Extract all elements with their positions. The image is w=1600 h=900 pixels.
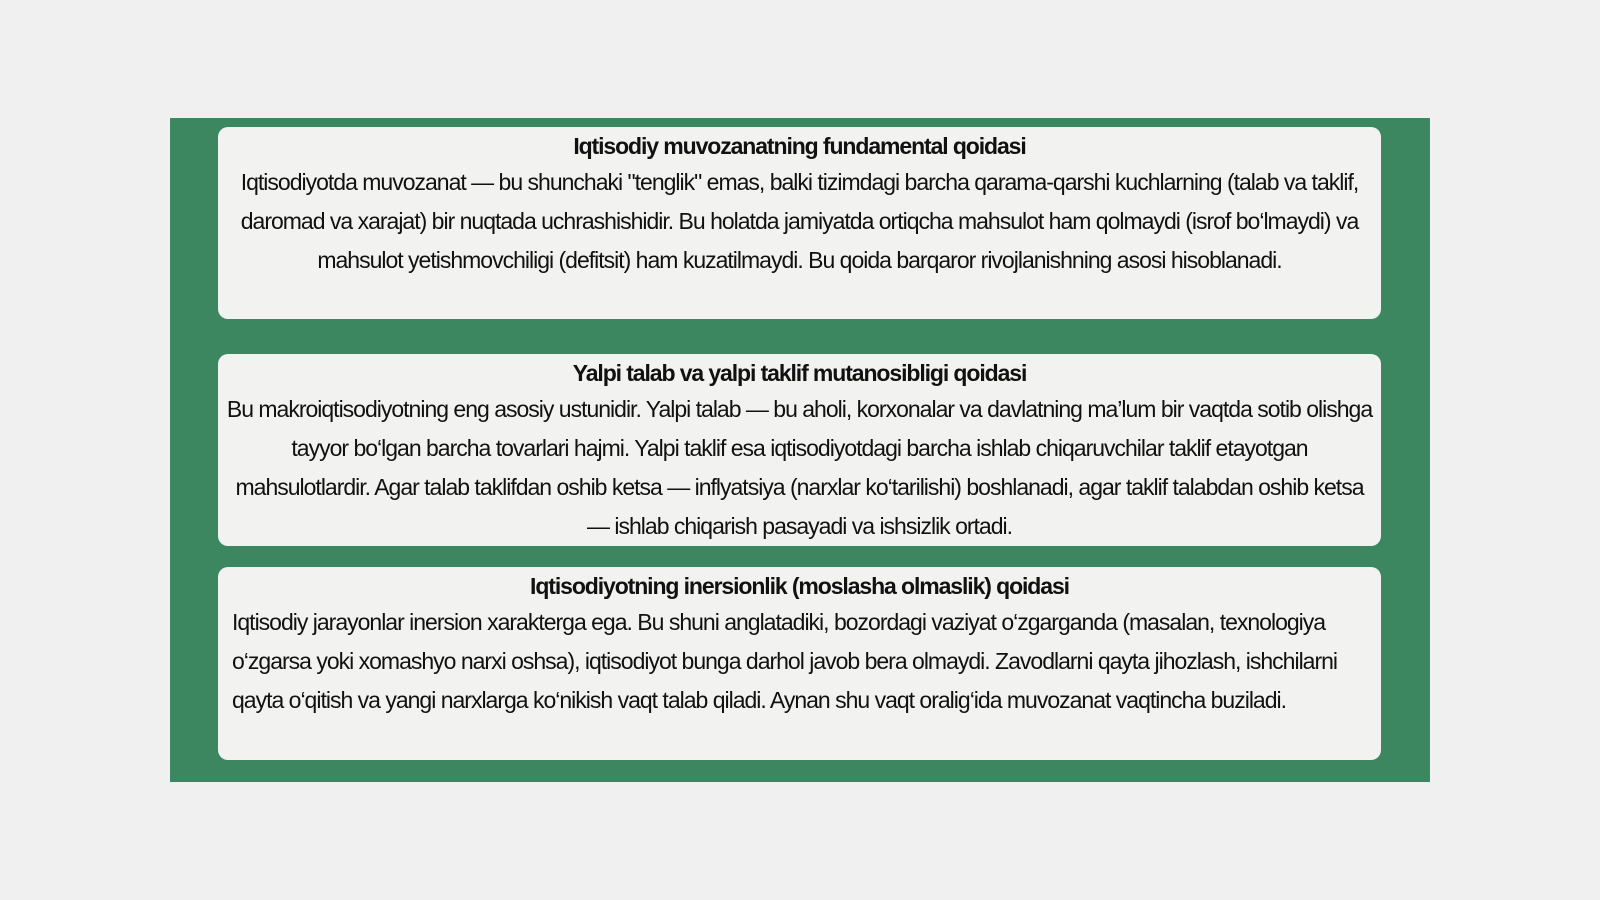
green-panel	[170, 118, 1430, 782]
card-body: Iqtisodiyotda muvozanat — bu shunchaki "tenglik" emas, balki tizimdagi barcha qarama-qarshi kuchlarning (talab va taklif, daromad va xarajat) bir nuqtada uchrashishidir. Bu holatda jamiyatda ortiqcha mahsulot ham qolmaydi (isrof bo‘lmaydi) va mahsulot yetishmovchiligi (defitsit) ham kuzatilmaydi. Bu qoida barqaror rivojlanishning asosi hisoblanadi.	[240, 169, 1359, 273]
rule-card-equilibrium	[218, 127, 1381, 319]
card-body: Bu makroiqtisodiyotning eng asosiy ustunidir. Yalpi talab — bu aholi, korxonalar va davlatning ma’lum bir vaqtda sotib olishga tayyor bo‘lgan barcha tovarlari hajmi. Yalpi taklif esa iqtisodiyotdagi barcha ishlab chiqaruvchilar taklif etayotgan mahsulotlardir. Agar talab taklifdan oshib ketsa — inflyatsiya (narxlar ko‘tarilishi) boshlanadi, agar taklif talabdan oshib ketsa — ishlab chiqarish pasayadi va ishsizlik ortadi.	[226, 396, 1373, 539]
card-title: Iqtisodiyotning inersionlik (moslasha olmaslik) qoidasi	[530, 573, 1069, 599]
rule-card-inertia	[218, 567, 1381, 760]
card-title: Yalpi talab va yalpi taklif mutanosibligi qoidasi	[572, 360, 1027, 386]
card-title: Iqtisodiy muvozanatning fundamental qoidasi	[573, 133, 1026, 159]
card-body: Iqtisodiy jarayonlar inersion xarakterga ega. Bu shuni anglatadiki, bozordagi vaziyat o‘zgarganda (masalan, texnologiya o‘zgarsa yoki xomashyo narxi oshsa), iqtisodiyot bunga darhol javob bera olmaydi. Zavodlarni qayta jihozlash, ishchilarni qayta o‘qitish va yangi narxlarga ko‘nikish vaqt talab qiladi. Aynan shu vaqt oralig‘ida muvozanat vaqtincha buziladi.	[232, 609, 1338, 713]
rule-card-aggregate-demand-supply	[218, 354, 1381, 546]
